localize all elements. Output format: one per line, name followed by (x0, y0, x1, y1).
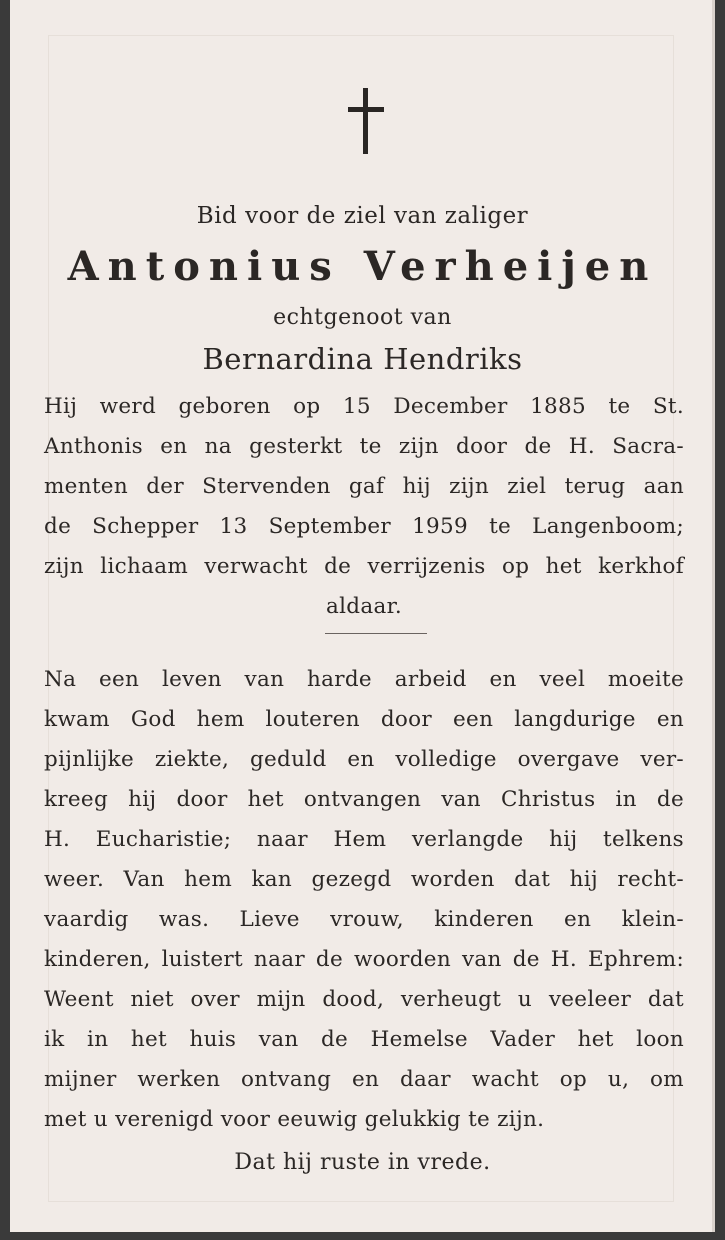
paragraph-line: weer. Van hem kan gezegd worden dat hij recht- (44, 867, 684, 892)
memorial-card (10, 0, 715, 1232)
paragraph-line: pijnlijke ziekte, geduld en volledige overgave ver- (44, 747, 684, 772)
paragraph-line: de Schepper 13 September 1959 te Langenboom; (44, 514, 684, 539)
paragraph-line: H. Eucharistie; naar Hem verlangde hij telkens (44, 827, 684, 852)
paragraph-line: Hij werd geboren op 15 December 1885 te St. (44, 394, 684, 419)
paragraph-line: menten der Stervenden gaf hij zijn ziel terug aan (44, 474, 684, 499)
paragraph-line: kreeg hij door het ontvangen van Christus in de (44, 787, 684, 812)
paragraph-line: ik in het huis van de Hemelse Vader het loon (44, 1027, 684, 1052)
cross-icon (348, 88, 384, 154)
paragraph-line: mijner werken ontvang en daar wacht op u, om (44, 1067, 684, 1092)
paragraph-line: kwam God hem louteren door een langdurige en (44, 707, 684, 732)
paragraph-line: met u verenigd voor eeuwig gelukkig te zijn. (44, 1107, 545, 1132)
spouse-label: echtgenoot van (273, 305, 452, 330)
paragraph-line: aldaar. (326, 594, 402, 619)
paragraph-line: zijn lichaam verwacht de verrijzenis op het kerkhof (44, 554, 684, 579)
paragraph-line: Weent niet over mijn dood, verheugt u veeleer dat (44, 987, 684, 1012)
paragraph-line: vaardig was. Lieve vrouw, kinderen en klein- (44, 907, 684, 932)
reflection-paragraph (44, 660, 684, 1140)
paragraph-line: Anthonis en na gesterkt te zijn door de H. Sacra- (44, 434, 684, 459)
intro-text: Bid voor de ziel van zaliger (196, 203, 529, 229)
closing-prayer: Dat hij ruste in vrede. (234, 1150, 491, 1175)
paragraph-line: Na een leven van harde arbeid en veel moeite (44, 667, 684, 692)
paragraph-line: kinderen, luistert naar de woorden van de H. Ephrem: (44, 947, 684, 972)
spouse-name: Bernardina Hendriks (202, 342, 523, 376)
divider (325, 633, 427, 634)
biography-paragraph (44, 387, 684, 627)
deceased-name: Antonius Verheijen (67, 243, 658, 290)
